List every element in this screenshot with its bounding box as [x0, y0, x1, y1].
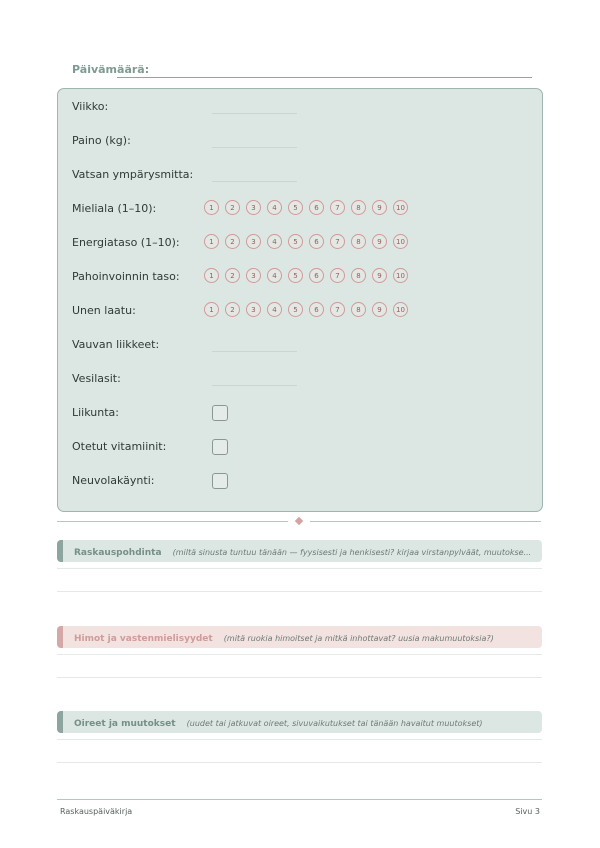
- mood-row: [72, 199, 532, 219]
- section-hint-symptoms: (uudet tai jatkuvat oireet, sivuvaikutukset tai tänään havaitut muutokset): [186, 719, 483, 728]
- nausea-label: Pahoinvoinnin taso:: [72, 270, 180, 283]
- sleep-rating-1[interactable]: 1: [204, 302, 219, 317]
- energy-rating-1[interactable]: 1: [204, 234, 219, 249]
- belly-label: Vatsan ympärysmitta:: [72, 168, 194, 181]
- vitamins-row: [72, 437, 532, 457]
- daily-tracker-panel: [57, 88, 543, 512]
- kicks-label: Vauvan liikkeet:: [72, 338, 160, 351]
- sleep-rating-5[interactable]: 5: [288, 302, 303, 317]
- sleep-rating-2[interactable]: 2: [225, 302, 240, 317]
- footer-title: Raskauspäiväkirja: [60, 807, 133, 816]
- nausea-rating-3[interactable]: 3: [246, 268, 261, 283]
- writing-line[interactable]: [57, 654, 542, 655]
- writing-line[interactable]: [57, 677, 542, 678]
- nausea-rating-2[interactable]: 2: [225, 268, 240, 283]
- sleep-rating-7[interactable]: 7: [330, 302, 345, 317]
- date-label: Päivämäärä:: [72, 63, 150, 76]
- week-row: [72, 97, 532, 117]
- writing-line[interactable]: [57, 568, 542, 569]
- water-label: Vesilasit:: [72, 372, 121, 385]
- nausea-rating-6[interactable]: 6: [309, 268, 324, 283]
- exercise-checkbox[interactable]: [212, 405, 228, 421]
- nausea-scale: [204, 268, 408, 283]
- date-row: [72, 62, 532, 80]
- exercise-row: [72, 403, 532, 423]
- page-number: Sivu 3: [515, 807, 540, 816]
- kicks-row: [72, 335, 532, 355]
- mood-rating-10[interactable]: 10: [393, 200, 408, 215]
- sleep-rating-4[interactable]: 4: [267, 302, 282, 317]
- energy-rating-6[interactable]: 6: [309, 234, 324, 249]
- sleep-rating-6[interactable]: 6: [309, 302, 324, 317]
- nausea-rating-8[interactable]: 8: [351, 268, 366, 283]
- nausea-rating-4[interactable]: 4: [267, 268, 282, 283]
- section-header-symptoms: [57, 711, 542, 733]
- nausea-rating-1[interactable]: 1: [204, 268, 219, 283]
- clinic-label: Neuvolakäynti:: [72, 474, 155, 487]
- sleep-row: [72, 301, 532, 321]
- weight-label: Paino (kg):: [72, 134, 131, 147]
- section-title-symptoms: Oireet ja muutokset: [74, 719, 176, 729]
- mood-rating-8[interactable]: 8: [351, 200, 366, 215]
- sleep-scale: [204, 302, 408, 317]
- mood-rating-7[interactable]: 7: [330, 200, 345, 215]
- weight-row: [72, 131, 532, 151]
- section-header-reflection: [57, 540, 542, 562]
- energy-rating-9[interactable]: 9: [372, 234, 387, 249]
- clinic-row: [72, 471, 532, 491]
- writing-line[interactable]: [57, 591, 542, 592]
- vitamins-checkbox[interactable]: [212, 439, 228, 455]
- water-field[interactable]: [212, 385, 297, 386]
- section-title-reflection: Raskauspohdinta: [74, 548, 162, 558]
- week-label: Viikko:: [72, 100, 109, 113]
- energy-scale: [204, 234, 408, 249]
- nausea-rating-5[interactable]: 5: [288, 268, 303, 283]
- section-title-cravings: Himot ja vastenmielisyydet: [74, 634, 213, 644]
- mood-rating-5[interactable]: 5: [288, 200, 303, 215]
- nausea-rating-9[interactable]: 9: [372, 268, 387, 283]
- mood-rating-3[interactable]: 3: [246, 200, 261, 215]
- weight-field[interactable]: [212, 147, 297, 148]
- clinic-checkbox[interactable]: [212, 473, 228, 489]
- exercise-label: Liikunta:: [72, 406, 119, 419]
- nausea-row: [72, 267, 532, 287]
- sleep-rating-10[interactable]: 10: [393, 302, 408, 317]
- date-input-line[interactable]: [117, 77, 532, 78]
- nausea-rating-7[interactable]: 7: [330, 268, 345, 283]
- mood-rating-9[interactable]: 9: [372, 200, 387, 215]
- energy-rating-10[interactable]: 10: [393, 234, 408, 249]
- water-row: [72, 369, 532, 389]
- divider-left: [57, 521, 288, 522]
- divider-right: [310, 521, 541, 522]
- writing-line[interactable]: [57, 739, 542, 740]
- week-field[interactable]: [212, 113, 297, 114]
- footer-divider: [57, 799, 542, 800]
- mood-rating-6[interactable]: 6: [309, 200, 324, 215]
- vitamins-label: Otetut vitamiinit:: [72, 440, 167, 453]
- sleep-rating-3[interactable]: 3: [246, 302, 261, 317]
- energy-rating-8[interactable]: 8: [351, 234, 366, 249]
- section-hint-reflection: (miltä sinusta tuntuu tänään — fyysisesti ja henkisesti? kirjaa virstanpylväät, muutokse...: [172, 548, 532, 557]
- energy-rating-7[interactable]: 7: [330, 234, 345, 249]
- section-accent-bar: [57, 626, 63, 648]
- section-hint-cravings: (mitä ruokia himoitset ja mitkä inhottavat? uusia makumuutoksia?): [223, 634, 494, 643]
- diamond-ornament-icon: [295, 517, 303, 525]
- mood-label: Mieliala (1–10):: [72, 202, 157, 215]
- sleep-label: Unen laatu:: [72, 304, 136, 317]
- mood-scale: [204, 200, 408, 215]
- section-accent-bar: [57, 540, 63, 562]
- mood-rating-2[interactable]: 2: [225, 200, 240, 215]
- energy-rating-2[interactable]: 2: [225, 234, 240, 249]
- writing-line[interactable]: [57, 762, 542, 763]
- energy-rating-3[interactable]: 3: [246, 234, 261, 249]
- kicks-field[interactable]: [212, 351, 297, 352]
- energy-label: Energiataso (1–10):: [72, 236, 180, 249]
- energy-rating-5[interactable]: 5: [288, 234, 303, 249]
- nausea-rating-10[interactable]: 10: [393, 268, 408, 283]
- belly-field[interactable]: [212, 181, 297, 182]
- sleep-rating-8[interactable]: 8: [351, 302, 366, 317]
- section-accent-bar: [57, 711, 63, 733]
- energy-rating-4[interactable]: 4: [267, 234, 282, 249]
- sleep-rating-9[interactable]: 9: [372, 302, 387, 317]
- belly-row: [72, 165, 532, 185]
- energy-row: [72, 233, 532, 253]
- section-header-cravings: [57, 626, 542, 648]
- mood-rating-1[interactable]: 1: [204, 200, 219, 215]
- mood-rating-4[interactable]: 4: [267, 200, 282, 215]
